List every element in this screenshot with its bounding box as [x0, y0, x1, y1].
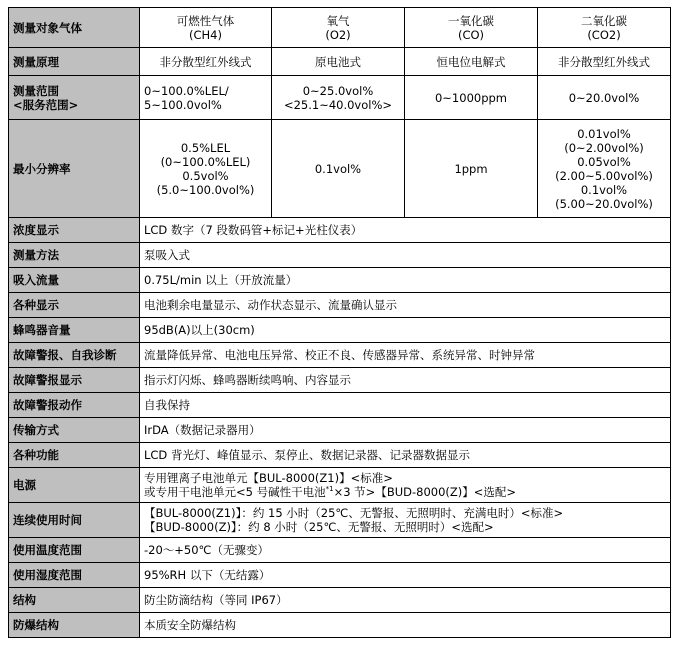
power-line-2: [144, 485, 666, 499]
spec-table: [8, 7, 671, 638]
resolution-label: 最小分辨率: [9, 120, 140, 218]
range-label: [9, 76, 140, 120]
row-value: 自我保持: [140, 393, 671, 418]
resolution-ch4-line: (5.0~100.0vol%): [156, 182, 255, 197]
row-label: 使用湿度范围: [9, 563, 140, 588]
row-value: 流量降低异常、电池电压异常、校正不良、传感器异常、系统异常、时钟异常: [140, 343, 671, 368]
continuous-row: [9, 503, 671, 538]
principle-co2: 非分散型红外线式: [538, 48, 671, 76]
continuous-label: 连续使用时间: [9, 503, 140, 538]
row-value: LCD 数字（7 段数码管+标记+光柱仪表）: [140, 218, 671, 243]
gas-name: 一氧化碳: [448, 13, 494, 28]
resolution-ch4-line: 0.5%LEL: [180, 140, 231, 155]
resolution-ch4-line: 0.5vol%: [182, 168, 229, 183]
row-value: LCD 背光灯、峰值显示、泵停止、数据记录器、记录器数据显示: [140, 443, 671, 468]
row-label: 传输方式: [9, 418, 140, 443]
spec-row: [9, 343, 671, 368]
gas-o2-header: [272, 8, 405, 48]
resolution-co2-line: (0~2.00vol%): [564, 140, 644, 155]
gas-formula: (CO): [457, 27, 485, 42]
power-line-2-b: ×3 节>【BUD-8000(Z)】<选配>: [333, 485, 517, 499]
principle-label: 测量原理: [9, 48, 140, 76]
header-row: [9, 8, 671, 48]
principle-row: [9, 48, 671, 76]
spec-row: [9, 613, 671, 638]
gas-co-header: [405, 8, 538, 48]
row-value: 指示灯闪烁、蜂鸣器断续鸣响、内容显示: [140, 368, 671, 393]
row-label: 结构: [9, 588, 140, 613]
row-value: 95%RH 以下（无结露）: [140, 563, 671, 588]
range-label-line: 测量范围: [13, 83, 59, 98]
spec-table-container: [8, 7, 670, 638]
spec-row: [9, 243, 671, 268]
resolution-co2-line: (2.00~5.00vol%): [555, 168, 653, 183]
continuous-line-1: 【BUL-8000(Z1)】：约 15 小时（25℃、无警报、无照明时、充满电时）<标准>: [144, 506, 564, 520]
gas-name: 二氧化碳: [581, 13, 627, 28]
row-label: 吸入流量: [9, 268, 140, 293]
power-row: [9, 468, 671, 503]
spec-row: [9, 218, 671, 243]
row-value: 泵吸入式: [140, 243, 671, 268]
resolution-o2: 0.1vol%: [272, 120, 405, 218]
row-label: 防爆结构: [9, 613, 140, 638]
range-o2: [272, 76, 405, 120]
row-label: 故障警报动作: [9, 393, 140, 418]
spec-row: [9, 418, 671, 443]
gas-formula: (CH4): [189, 27, 222, 42]
row-value: IrDA（数据记录器用）: [140, 418, 671, 443]
spec-row: [9, 563, 671, 588]
spec-row: [9, 393, 671, 418]
gas-co2-header: [538, 8, 671, 48]
gas-name: 氧气: [326, 13, 350, 28]
gas-ch4-header: [140, 8, 272, 48]
resolution-co2-line: 0.01vol%: [577, 126, 631, 141]
power-label: 电源: [9, 468, 140, 503]
resolution-co: 1ppm: [405, 120, 538, 218]
row-value: 防尘防滴结构（等同 IP67）: [140, 588, 671, 613]
row-label: 故障警报、自我诊断: [9, 343, 140, 368]
spec-row: [9, 268, 671, 293]
row-value: -20～+50℃（无骤变）: [140, 538, 671, 563]
range-row: [9, 76, 671, 120]
gas-formula: (CO2): [587, 27, 621, 42]
row-label: 各种功能: [9, 443, 140, 468]
principle-co: 恒电位电解式: [405, 48, 538, 76]
row-label: 使用温度范围: [9, 538, 140, 563]
power-line-1: 专用锂离子电池单元【BUL-8000(Z1)】<标准>: [144, 471, 393, 485]
resolution-co2-line: (5.00~20.0vol%): [555, 196, 653, 211]
range-ch4-line: 5~100.0vol%: [144, 97, 222, 112]
row-label: 浓度显示: [9, 218, 140, 243]
row-label: 故障警报显示: [9, 368, 140, 393]
spec-row: [9, 538, 671, 563]
principle-o2: 原电池式: [272, 48, 405, 76]
resolution-row: [9, 120, 671, 218]
range-ch4-line: 0~100.0%LEL/: [144, 83, 229, 98]
footnote-mark: *1: [325, 485, 334, 494]
range-label-sub: <服务范围>: [13, 97, 79, 112]
range-o2-line: <25.1~40.0vol%>: [283, 97, 393, 112]
resolution-co2-line: 0.05vol%: [577, 154, 631, 169]
header-label: 测量对象气体: [9, 8, 140, 48]
spec-row: [9, 443, 671, 468]
spec-row: [9, 318, 671, 343]
row-label: 蜂鸣器音量: [9, 318, 140, 343]
spec-row: [9, 293, 671, 318]
spec-row: [9, 588, 671, 613]
range-ch4: [140, 76, 272, 120]
resolution-co2-line: 0.1vol%: [580, 182, 628, 197]
power-line-2-a: 或专用干电池单元<5 号碱性干电池: [144, 485, 326, 499]
row-value: 95dB(A)以上(30cm): [140, 318, 671, 343]
principle-ch4: 非分散型红外线式: [140, 48, 272, 76]
range-co: 0~1000ppm: [405, 76, 538, 120]
power-value: [140, 468, 671, 503]
continuous-line-2: 【BUD-8000(Z)】：约 8 小时（25℃、无警报、无照明时）<选配>: [144, 520, 494, 534]
row-value: 本质安全防爆结构: [140, 613, 671, 638]
gas-name: 可燃性气体: [176, 13, 235, 28]
resolution-ch4: [140, 120, 272, 218]
resolution-co2: [538, 120, 671, 218]
spec-row: [9, 368, 671, 393]
gas-formula: (O2): [325, 27, 351, 42]
resolution-ch4-line: (0~100.0%LEL): [160, 154, 251, 169]
range-o2-line: 0~25.0vol%: [302, 83, 374, 98]
row-value: 0.75L/min 以上（开放流量）: [140, 268, 671, 293]
row-label: 各种显示: [9, 293, 140, 318]
continuous-value: [140, 503, 671, 538]
row-label: 测量方法: [9, 243, 140, 268]
range-co2: 0~20.0vol%: [538, 76, 671, 120]
row-value: 电池剩余电量显示、动作状态显示、流量确认显示: [140, 293, 671, 318]
